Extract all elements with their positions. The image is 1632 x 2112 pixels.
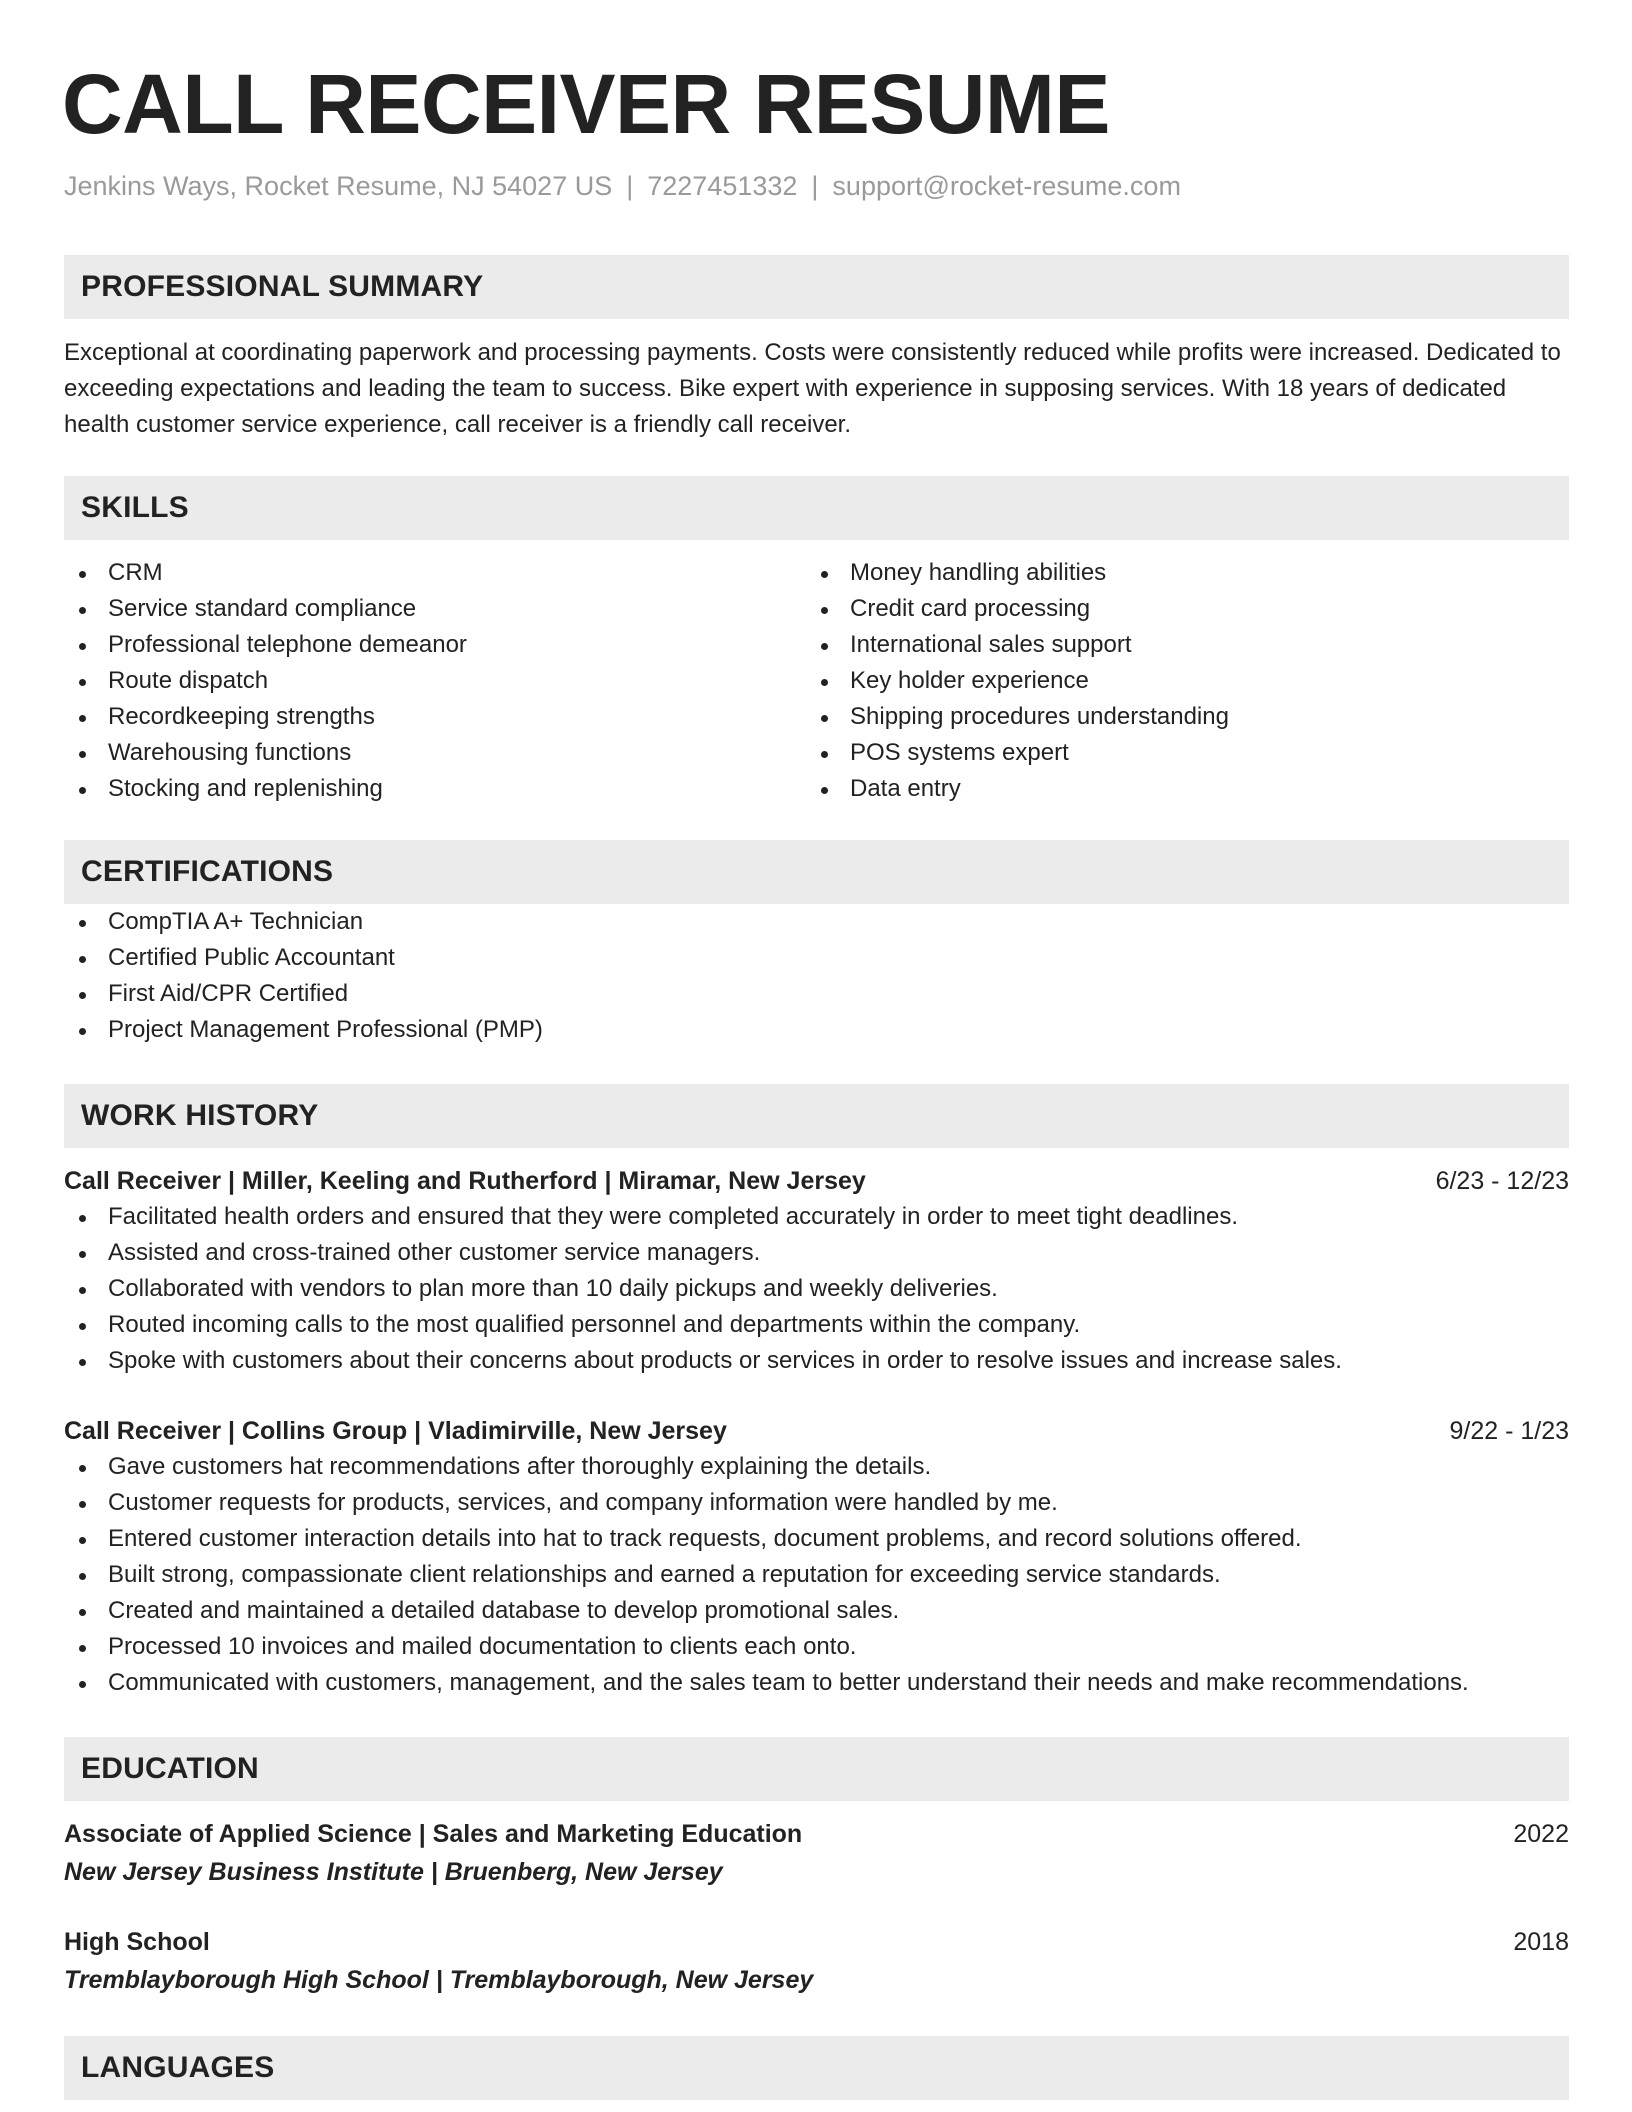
job-bullet: Entered customer interaction details into hat to track requests, document problems, and record solutions offered. [64, 1521, 1569, 1557]
education-degree: High School [64, 1928, 210, 1956]
certification-item: CompTIA A+ Technician [64, 904, 1569, 940]
job-bullets [64, 1199, 1569, 1379]
skill-item: Service standard compliance [64, 591, 806, 627]
skill-item: Route dispatch [64, 663, 806, 699]
skills-column-left [64, 555, 806, 807]
contact-address: Jenkins Ways, Rocket Resume, NJ 54027 US [64, 171, 613, 201]
skills-grid [64, 555, 1569, 807]
job-bullet: Spoke with customers about their concerns about products or services in order to resolve issues and increase sales. [64, 1343, 1569, 1379]
skill-item: Warehousing functions [64, 735, 806, 771]
job-bullet: Gave customers hat recommendations after thoroughly explaining the details. [64, 1449, 1569, 1485]
education-year: 2018 [1513, 1928, 1569, 1956]
job-dates: 6/23 - 12/23 [1435, 1167, 1569, 1195]
section-title: PROFESSIONAL SUMMARY [81, 270, 484, 303]
job-bullet: Routed incoming calls to the most qualified personnel and departments within the company. [64, 1307, 1569, 1343]
skill-item: Shipping procedures understanding [806, 699, 1548, 735]
job-bullet: Processed 10 invoices and mailed documentation to clients each onto. [64, 1629, 1569, 1665]
education-entry [64, 1924, 1569, 1998]
job-heading: Call Receiver | Collins Group | Vladimirville, New Jersey [64, 1417, 727, 1445]
contact-separator: | [626, 171, 634, 201]
job-heading: Call Receiver | Miller, Keeling and Rutherford | Miramar, New Jersey [64, 1167, 866, 1195]
section-title: WORK HISTORY [81, 1099, 319, 1132]
job-bullet: Collaborated with vendors to plan more than 10 daily pickups and weekly deliveries. [64, 1271, 1569, 1307]
job-bullet: Assisted and cross-trained other customer service managers. [64, 1235, 1569, 1271]
skill-item: Key holder experience [806, 663, 1548, 699]
section-header-languages [64, 2036, 1569, 2100]
job-bullet: Built strong, compassionate client relationships and earned a reputation for exceeding service standards. [64, 1557, 1569, 1593]
contact-separator: | [811, 171, 819, 201]
section-header-summary [64, 255, 1569, 319]
section-header-education [64, 1737, 1569, 1801]
section-header-work-history [64, 1084, 1569, 1148]
summary-text: Exceptional at coordinating paperwork and processing payments. Costs were consistently reduced while profits were increased. Dedicated to exceeding expectations and leading the team to success. Bike expert with experience in supposing services. With 18 years of dedicated health customer service experience, call receiver is a friendly call receiver. [64, 339, 1561, 438]
section-title: EDUCATION [81, 1752, 259, 1785]
skills-column-right [806, 555, 1548, 807]
job-bullet: Created and maintained a detailed database to develop promotional sales. [64, 1593, 1569, 1629]
section-title: LANGUAGES [81, 2051, 275, 2084]
skill-item: Professional telephone demeanor [64, 627, 806, 663]
skill-item: POS systems expert [806, 735, 1548, 771]
contact-email: support@rocket-resume.com [832, 171, 1181, 201]
contact-phone: 7227451332 [647, 171, 798, 201]
education-school: New Jersey Business Institute | Bruenberg, New Jersey [64, 1858, 723, 1886]
certification-item: Project Management Professional (PMP) [64, 1012, 1569, 1048]
skill-item: Recordkeeping strengths [64, 699, 806, 735]
education-school: Tremblayborough High School | Tremblayborough, New Jersey [64, 1966, 814, 1994]
education-entry [64, 1816, 1569, 1890]
certifications-list [64, 904, 1569, 1048]
section-header-skills [64, 476, 1569, 540]
skill-item: CRM [64, 555, 806, 591]
job-header [64, 1163, 1569, 1199]
resume-title: CALL RECEIVER RESUME [62, 57, 1110, 151]
section-title: CERTIFICATIONS [81, 855, 334, 888]
job-bullet: Customer requests for products, services, and company information were handled by me. [64, 1485, 1569, 1521]
education-degree: Associate of Applied Science | Sales and Marketing Education [64, 1820, 803, 1848]
job-bullet: Facilitated health orders and ensured that they were completed accurately in order to meet tight deadlines. [64, 1199, 1569, 1235]
job-dates: 9/22 - 1/23 [1449, 1417, 1569, 1445]
job-header [64, 1413, 1569, 1449]
contact-line [64, 168, 1569, 204]
skill-item: Data entry [806, 771, 1548, 807]
job-entry [64, 1413, 1569, 1701]
skill-item: Money handling abilities [806, 555, 1548, 591]
job-bullet: Communicated with customers, management, and the sales team to better understand their needs and make recommendations. [64, 1665, 1569, 1701]
skill-item: Stocking and replenishing [64, 771, 806, 807]
education-header [64, 1924, 1569, 1960]
job-bullets [64, 1449, 1569, 1701]
education-year: 2022 [1513, 1820, 1569, 1848]
certification-item: First Aid/CPR Certified [64, 976, 1569, 1012]
certification-item: Certified Public Accountant [64, 940, 1569, 976]
section-title: SKILLS [81, 491, 189, 524]
section-header-certifications [64, 840, 1569, 904]
job-entry [64, 1163, 1569, 1379]
skill-item: Credit card processing [806, 591, 1548, 627]
skill-item: International sales support [806, 627, 1548, 663]
education-header [64, 1816, 1569, 1852]
